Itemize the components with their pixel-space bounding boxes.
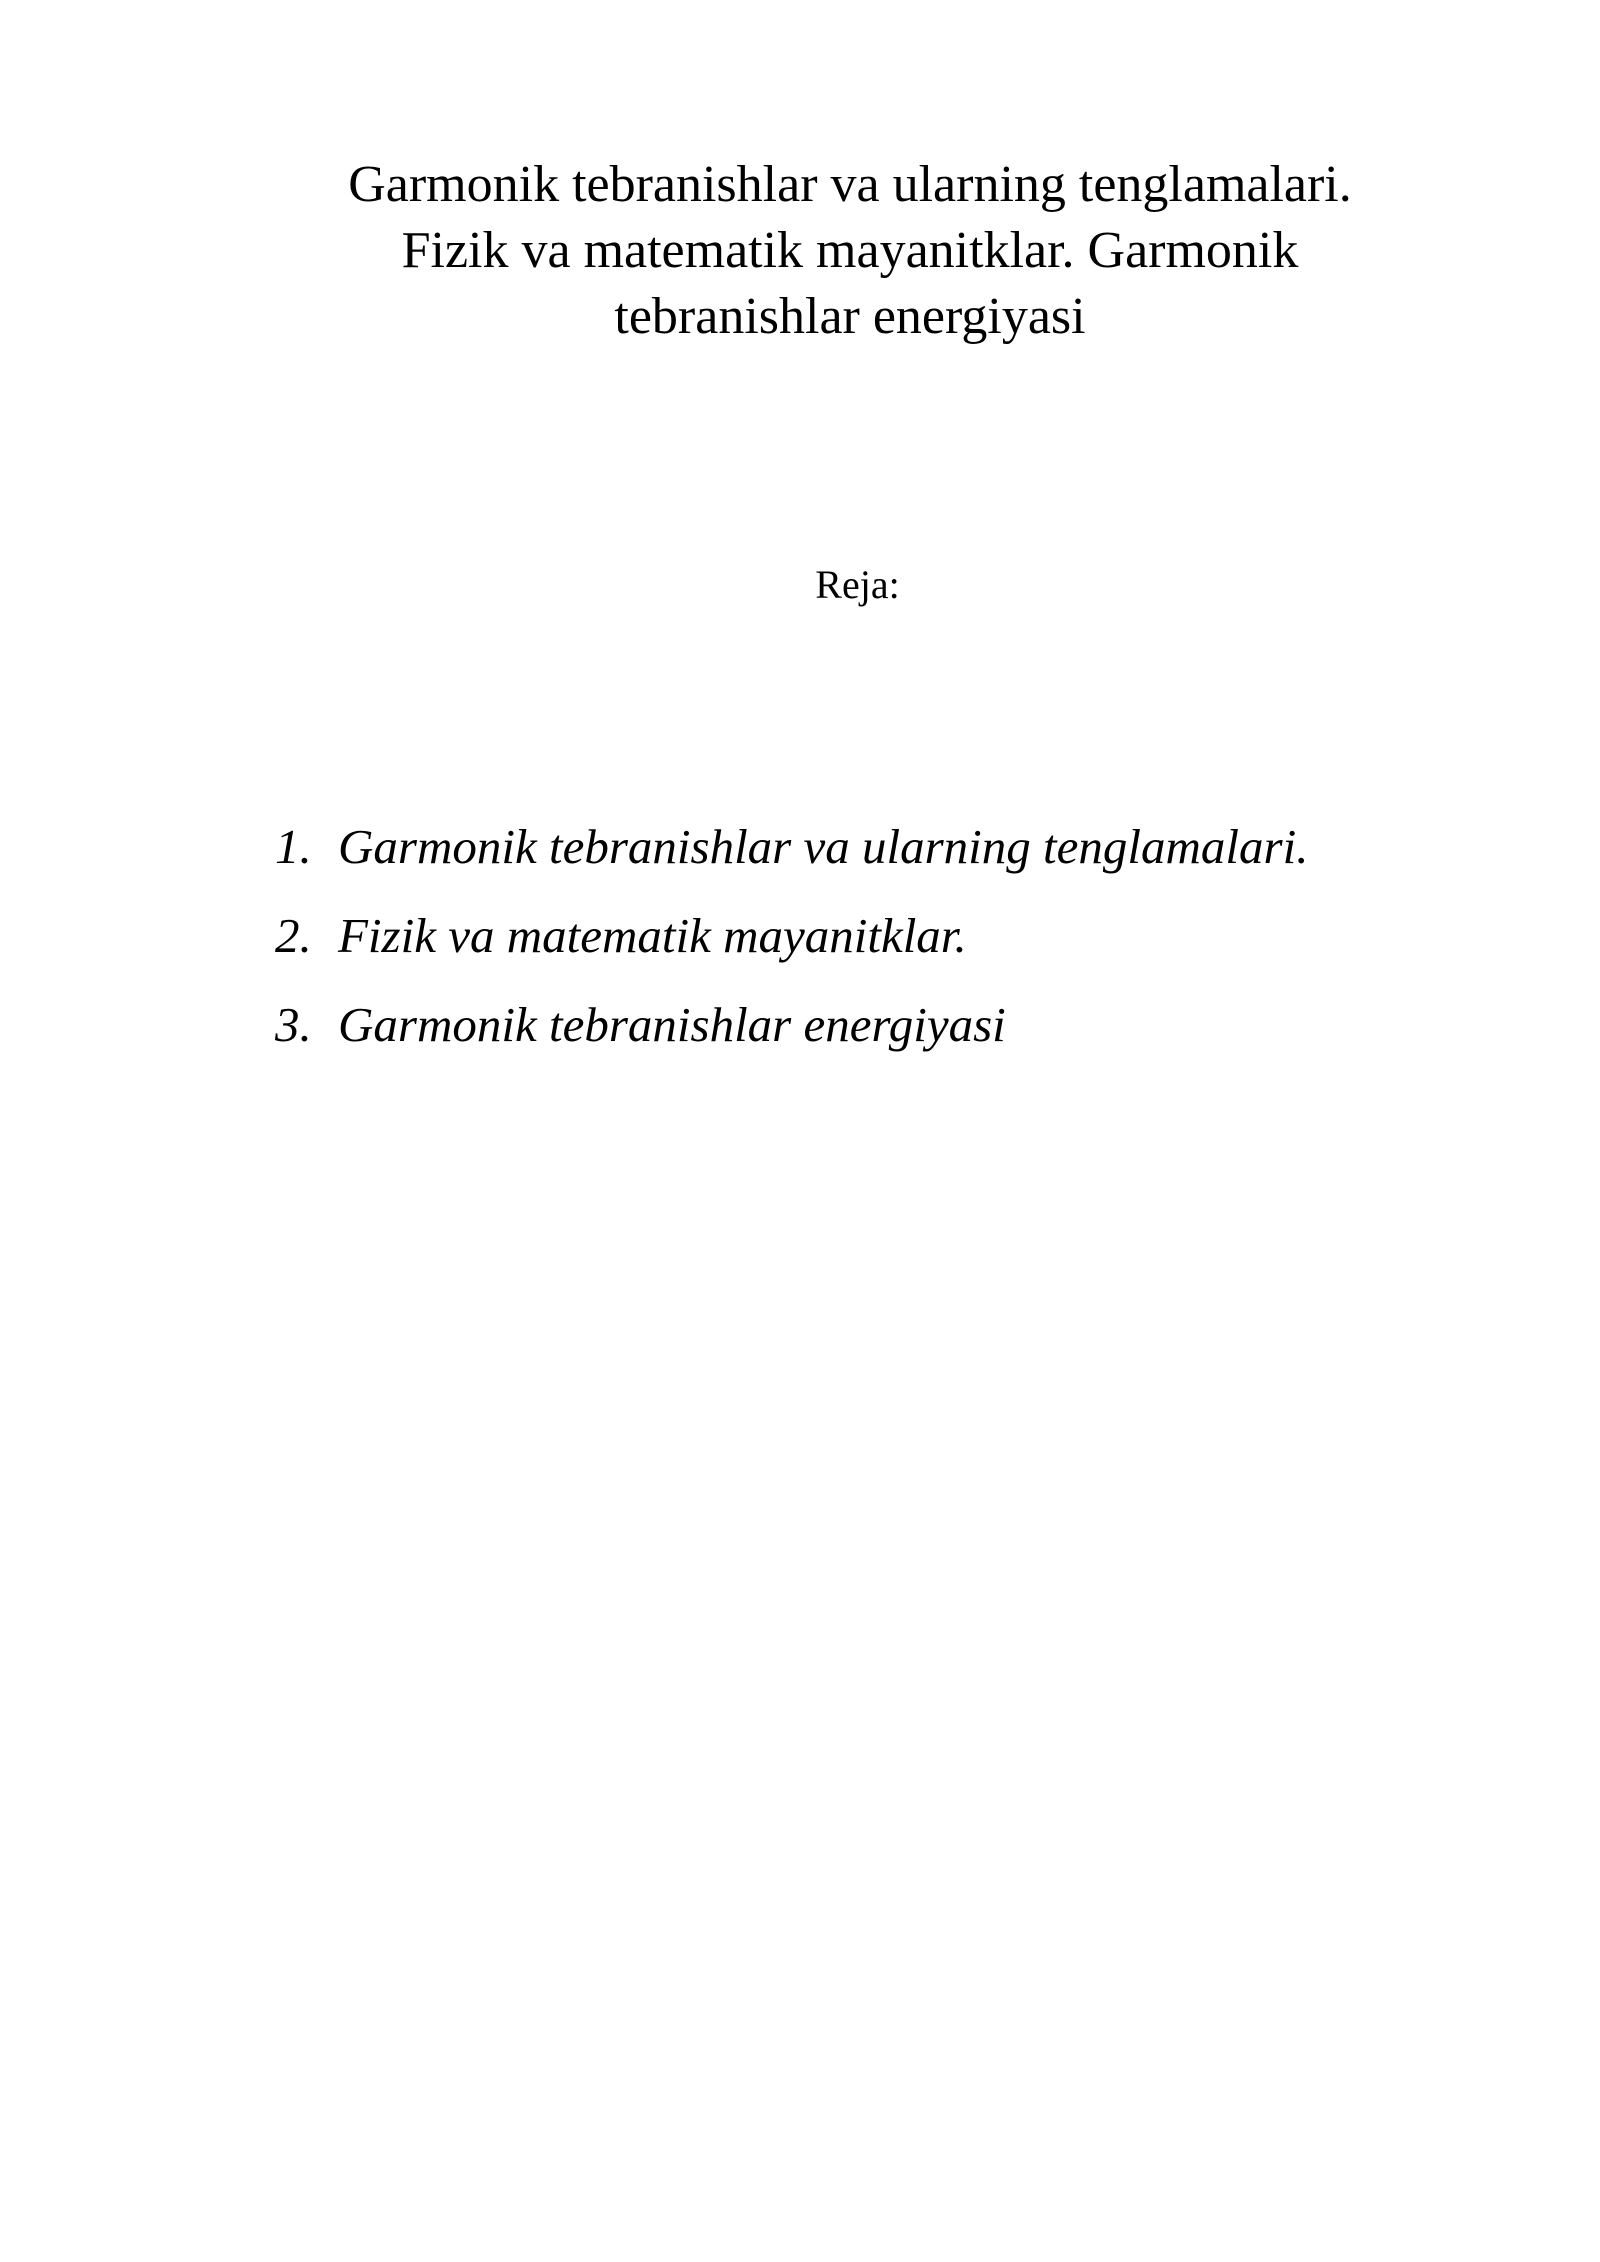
plan-item-number: 2. — [275, 908, 312, 963]
plan-list — [275, 817, 1308, 1084]
plan-item-2 — [275, 906, 1308, 966]
plan-item-number: 3. — [275, 997, 312, 1052]
plan-item-number: 1. — [275, 819, 312, 874]
plan-item-text: Garmonik tebranishlar energiyasi — [338, 997, 1006, 1052]
document-title — [260, 152, 1440, 350]
plan-item-3 — [275, 995, 1308, 1055]
plan-heading: Reja: — [815, 562, 900, 607]
plan-item-text: Garmonik tebranishlar va ularning tenglamalari. — [338, 819, 1309, 874]
title-line-3: tebranishlar energiyasi — [614, 288, 1086, 345]
title-line-1: Garmonik tebranishlar va ularning tenglamalari. — [348, 156, 1352, 213]
plan-item-text: Fizik va matematik mayanitklar. — [338, 908, 967, 963]
title-line-2: Fizik va matematik mayanitklar. Garmonik — [401, 222, 1299, 279]
plan-item-1 — [275, 817, 1308, 877]
